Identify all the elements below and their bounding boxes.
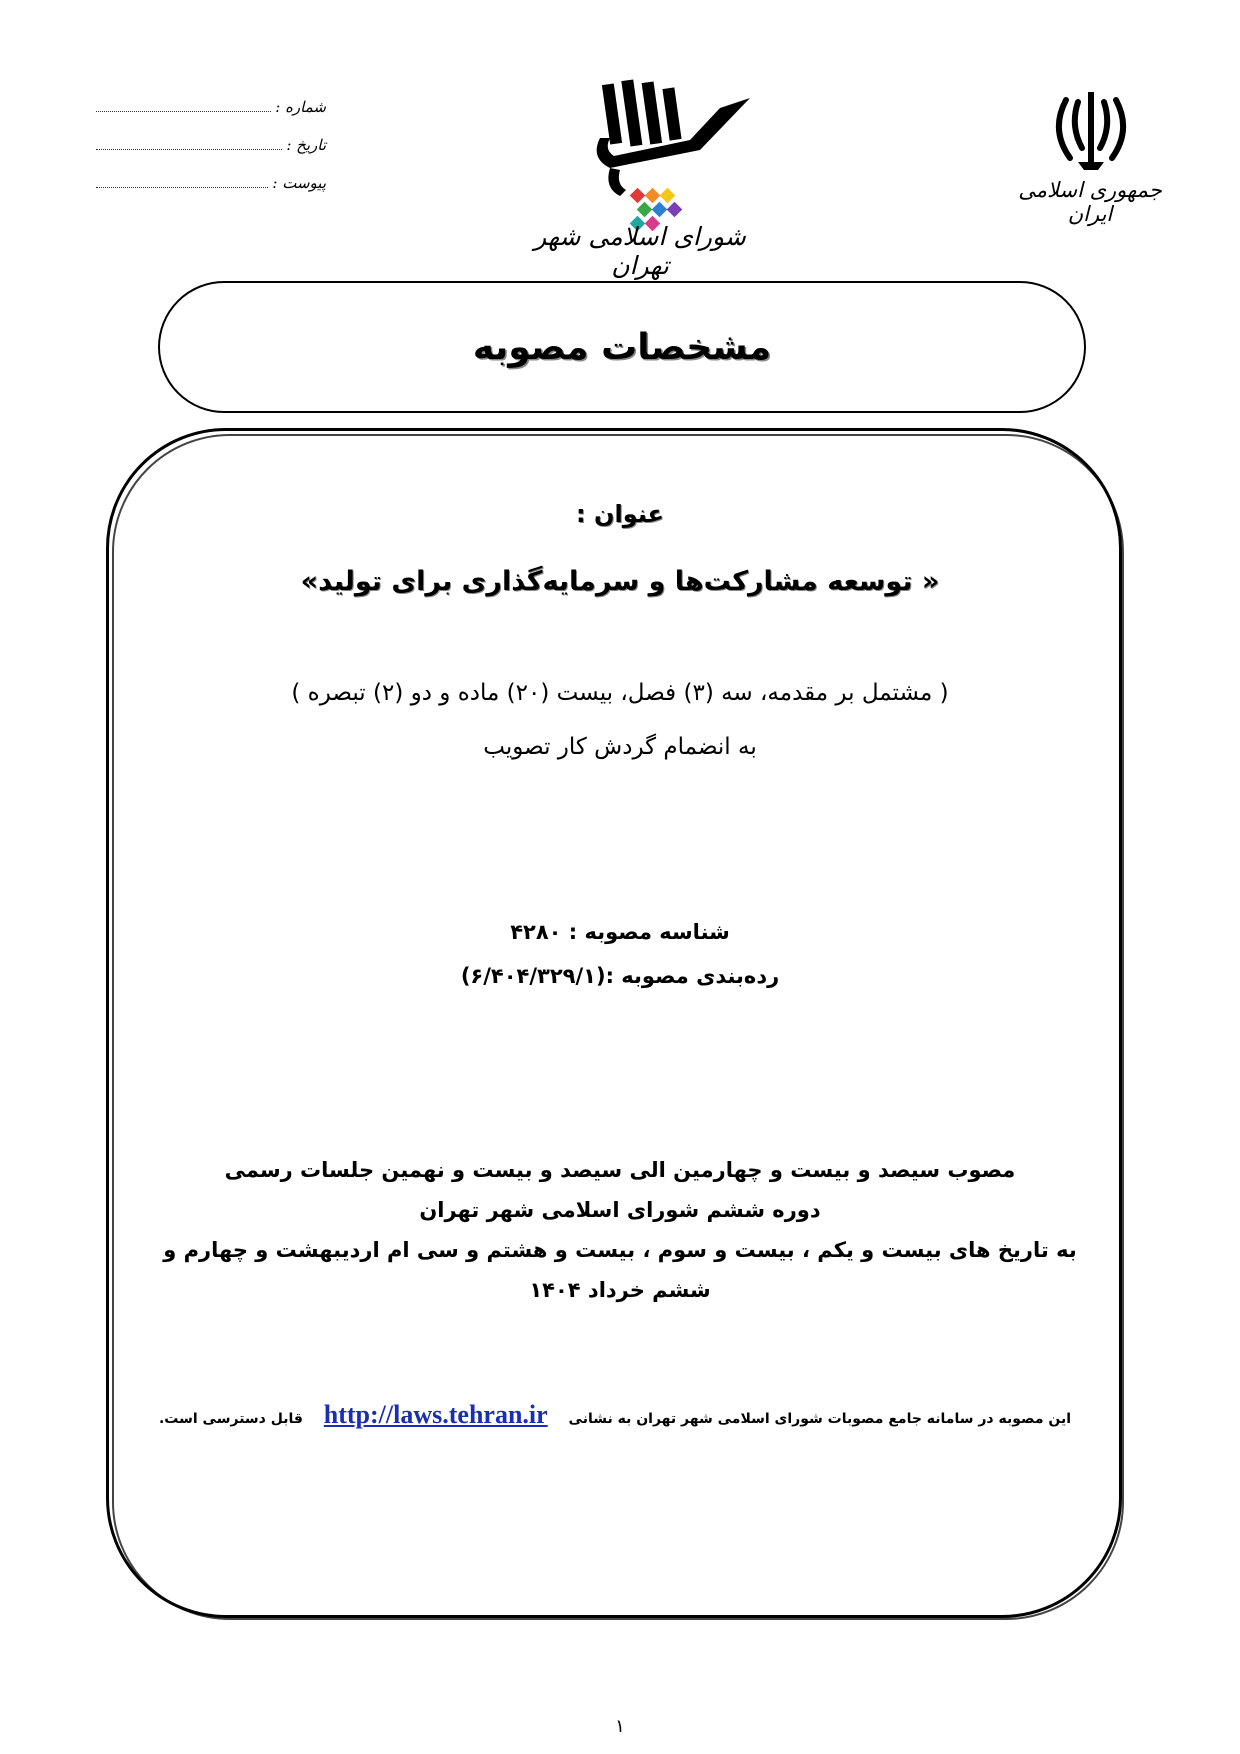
approval-line-2: دوره ششم شورای اسلامی شهر تهران [419, 1198, 821, 1222]
date-dots [96, 149, 282, 150]
national-emblem-icon [1048, 86, 1134, 172]
date-label: تاریخ : [286, 136, 326, 154]
attachment-label: پیوست : [272, 174, 326, 192]
approval-line-4: ششم خرداد ۱۴۰۴ [529, 1278, 711, 1302]
notice-text-before: این مصوبه در سامانه جامع مصوبات شورای اسلامی شهر تهران به نشانی [568, 1411, 1072, 1427]
heading-box [158, 281, 1086, 413]
description-line-1: ( مشتمل بر مقدمه، سه (۳) فصل، بیست (۲۰) ماده و دو (۲) تبصره ) [291, 680, 949, 706]
republic-name: جمهوری اسلامی ایران [1018, 178, 1162, 226]
logo-square [667, 202, 683, 218]
page-number: ۱ [615, 1716, 625, 1737]
logo-square [645, 188, 661, 204]
approval-classification: رده‌بندی مصوبه :(۶/۴۰۴/۳۲۹/۱) [460, 964, 780, 988]
logo-square [660, 188, 676, 204]
number-label: شماره : [275, 98, 326, 116]
header-fields [96, 96, 326, 192]
attachment-field [96, 172, 326, 192]
approval-id: شناسه مصوبه : ۴۲۸۰ [510, 920, 730, 944]
heading-title: مشخصات مصوبه [472, 326, 772, 368]
document-title: « توسعه مشارکت‌ها و سرمایه‌گذاری برای تولید» [300, 566, 940, 597]
laws-link[interactable]: http://laws.tehran.ir [323, 1400, 548, 1429]
approval-line-3: به تاریخ های بیست و یکم ، بیست و سوم ، بیست و هشتم و سی ام اردیبهشت و چهارم و [163, 1238, 1077, 1262]
title-label: عنوان : [576, 500, 664, 528]
logo-square [630, 188, 646, 204]
logo-square [637, 202, 653, 218]
approval-line-1: مصوب سیصد و بیست و چهارمین الی سیصد و بیست و نهمین جلسات رسمی [224, 1158, 1016, 1182]
availability-notice [150, 1400, 1080, 1430]
number-field [96, 96, 326, 116]
attachment-dots [96, 187, 268, 188]
main-frame [106, 428, 1122, 1618]
number-dots [96, 111, 271, 112]
date-field [96, 134, 326, 154]
notice-text-after: قابل دسترسی است. [158, 1411, 303, 1427]
logo-square [652, 202, 668, 218]
description-line-2: به انضمام گردش کار تصویب [483, 734, 757, 760]
council-name: شورای اسلامی شهر تهران [534, 222, 746, 280]
